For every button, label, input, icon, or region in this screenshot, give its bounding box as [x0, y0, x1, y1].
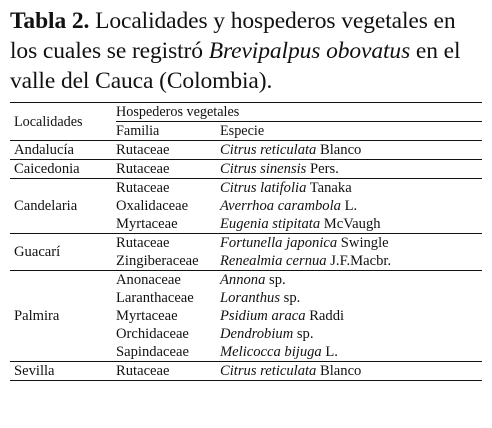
table-caption: [10, 6, 482, 96]
species-name: Loranthus: [220, 290, 281, 306]
locality-cell: Sevilla: [10, 362, 116, 381]
familia-cell: Rutaceae: [116, 179, 220, 198]
species-name: Annona: [220, 272, 266, 288]
especie-cell: [220, 179, 482, 198]
species-author: L.: [321, 344, 338, 360]
species-author: L.: [340, 198, 358, 214]
species-name: Psidium araca: [220, 308, 306, 324]
familia-cell: Rutaceae: [116, 160, 220, 179]
table-row: [10, 362, 482, 381]
header-localidades: Localidades: [10, 103, 116, 141]
familia-cell: Rutaceae: [116, 362, 220, 381]
species-author: McVaugh: [320, 216, 381, 232]
familia-cell: Anonaceae: [116, 271, 220, 290]
especie-cell: [220, 252, 482, 271]
especie-cell: [220, 362, 482, 381]
familia-cell: Rutaceae: [116, 234, 220, 253]
locality-cell: Guacarí: [10, 234, 116, 271]
especie-cell: [220, 325, 482, 343]
especie-cell: [220, 271, 482, 290]
species-name: Melicocca bijuga: [220, 344, 322, 360]
header-hospederos: Hospederos vegetales: [116, 103, 482, 122]
locality-cell: Candelaria: [10, 179, 116, 234]
familia-cell: Oxalidaceae: [116, 198, 189, 214]
species-name: Eugenia stipitata: [220, 216, 321, 232]
locality-cell: Caicedonia: [10, 160, 116, 179]
species-author: Blanco: [316, 142, 362, 158]
especie-cell: [220, 215, 482, 234]
familia-cell: Sapindaceae: [116, 344, 189, 360]
species-name: Renealmia cernua: [220, 253, 327, 269]
species-name: Citrus sinensis: [220, 161, 307, 177]
table-row: [10, 234, 482, 253]
species-name: Fortunella japonica: [220, 235, 338, 251]
familia-cell: Orchidaceae: [116, 326, 189, 342]
table-row: [10, 160, 482, 179]
caption-text-after: en el valle del Cauca (Colombia).: [10, 38, 461, 94]
caption-text-before: Localidades y hospederos vegetales en los cuales se registró: [10, 8, 456, 64]
locality-cell: Andalucía: [14, 142, 74, 158]
especie-cell: [220, 289, 482, 307]
species-name: Citrus reticulata: [220, 142, 317, 158]
species-author: sp.: [265, 272, 286, 288]
header-familia: Familia: [116, 122, 220, 141]
especie-cell: [220, 343, 482, 362]
species-name: Dendrobium: [220, 326, 294, 342]
familia-cell: Laranthaceae: [116, 290, 194, 306]
table-row: [10, 141, 482, 160]
especie-cell: [220, 307, 482, 325]
table-row: [10, 271, 482, 290]
species-author: Raddi: [305, 308, 345, 324]
familia-cell: Rutaceae: [116, 142, 170, 158]
species-author: sp.: [293, 326, 314, 342]
species-author: Tanaka: [306, 180, 352, 196]
table-row: [10, 179, 482, 198]
species-name: Citrus reticulata: [220, 363, 317, 379]
species-author: Swingle: [337, 235, 389, 251]
especie-cell: [220, 160, 482, 179]
familia-cell: Myrtaceae: [116, 308, 178, 324]
especie-cell: [220, 234, 482, 253]
familia-cell: Zingiberaceae: [116, 253, 199, 269]
hosts-table: [10, 102, 482, 381]
especie-cell: [220, 197, 482, 215]
species-author: Blanco: [316, 363, 362, 379]
species-author: J.F.Macbr.: [326, 253, 392, 269]
species-name: Citrus latifolia: [220, 180, 307, 196]
familia-cell: Myrtaceae: [116, 216, 178, 232]
header-especie: Especie: [220, 122, 482, 141]
especie-cell: [220, 141, 482, 160]
caption-species: Brevipalpus obovatus: [208, 38, 411, 64]
table-body: [10, 141, 482, 381]
header-row-1: [10, 103, 482, 122]
species-name: Averrhoa carambola: [220, 198, 341, 214]
caption-label: Tabla 2.: [10, 8, 90, 34]
locality-cell: Palmira: [10, 271, 116, 362]
species-author: sp.: [280, 290, 301, 306]
species-author: Pers.: [306, 161, 339, 177]
